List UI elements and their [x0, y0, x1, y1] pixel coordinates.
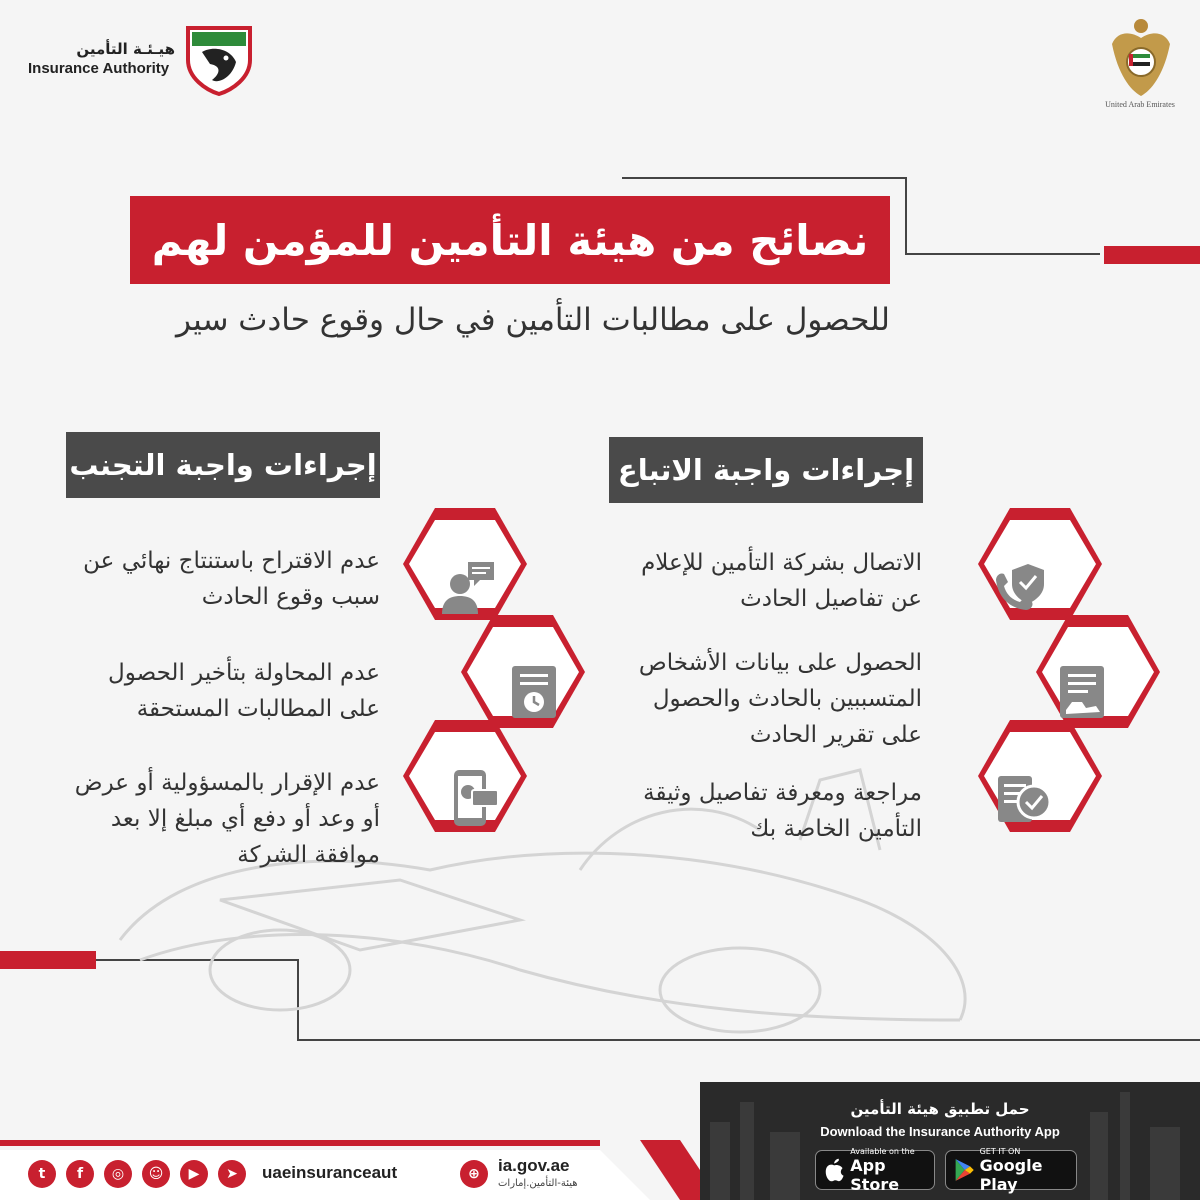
accident-report-icon [1050, 660, 1114, 724]
follow-item-3: مراجعة ومعرفة تفاصيل وثيقة التأمين الخاصة بك [643, 780, 922, 842]
facebook-icon[interactable]: f [66, 1160, 94, 1188]
app-cta-english: Download the Insurance Authority App [820, 1124, 1060, 1139]
mobile-payment-icon [442, 766, 506, 830]
uae-emblem [1108, 14, 1174, 100]
policy-document-check-icon [992, 766, 1056, 830]
google-play-small-text: GET IT ON [979, 1146, 1021, 1156]
avoid-item-2: عدم المحاولة بتأخير الحصول على المطالبات المستحقة [108, 660, 380, 722]
follow-item-2: الحصول على بيانات الأشخاص المتسببين بالحادث والحصول على تقرير الحادث [638, 650, 922, 748]
telegram-icon[interactable]: ➤ [218, 1160, 246, 1188]
social-icons-row [28, 1160, 246, 1188]
app-store-small-text: Available on the [850, 1146, 915, 1156]
app-store-button[interactable] [815, 1146, 935, 1194]
website-arabic[interactable]: هيئة-التأمين.إمارات [498, 1178, 578, 1189]
avoid-item-1: عدم الاقتراح باستنتاج نهائي عن سبب وقوع الحادث [83, 548, 380, 610]
snapchat-icon[interactable]: ☺ [142, 1160, 170, 1188]
uae-caption: United Arab Emirates [1105, 100, 1175, 109]
insurance-authority-logo [182, 22, 256, 96]
avoid-heading: إجراءات واجبة التجنب [66, 432, 380, 498]
google-play-big-text: Google Play [979, 1155, 1043, 1194]
youtube-icon[interactable]: ▶ [180, 1160, 208, 1188]
twitter-icon[interactable]: t [28, 1160, 56, 1188]
follow-item-1: الاتصال بشركة التأمين للإعلام عن تفاصيل الحادث [641, 550, 922, 612]
person-speech-icon [436, 556, 500, 620]
app-cta-arabic: حمل تطبيق هيئة التأمين [850, 1100, 1030, 1118]
google-play-button[interactable] [945, 1146, 1077, 1194]
follow-heading: إجراءات واجبة الاتباع [609, 437, 923, 503]
authority-name-arabic: هيـئـة التأمين [76, 40, 175, 58]
phone-shield-icon [988, 556, 1052, 620]
instagram-icon[interactable]: ◎ [104, 1160, 132, 1188]
social-handle[interactable]: uaeinsuranceaut [262, 1163, 398, 1182]
document-clock-icon [502, 660, 566, 724]
app-store-big-text: App Store [850, 1155, 900, 1194]
globe-icon: ⊕ [460, 1160, 488, 1188]
page-title: نصائح من هيئة التأمين للمؤمن لهم [130, 196, 890, 284]
apple-icon [822, 1156, 846, 1184]
authority-name-english: Insurance Authority [28, 60, 170, 77]
website-link[interactable]: ia.gov.ae [498, 1156, 570, 1175]
avoid-item-3: عدم الإقرار بالمسؤولية أو عرض أو وعد أو دفع أي مبلغ إلا بعد موافقة الشركة [74, 770, 380, 868]
google-play-icon [952, 1156, 976, 1184]
page-subtitle: للحصول على مطالبات التأمين في حال وقوع حادث سير [175, 302, 890, 338]
